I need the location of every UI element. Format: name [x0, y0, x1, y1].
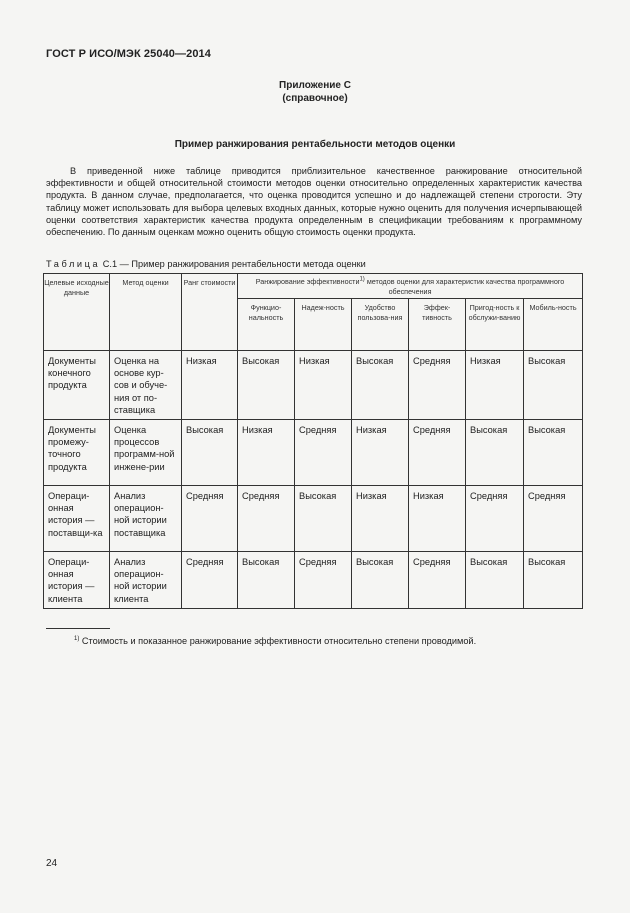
footnote-text: Стоимость и показанное ранжирование эффективности относительно степени проводимой. — [81, 636, 477, 646]
cell-rank: Средняя — [524, 486, 583, 552]
document-header: ГОСТ Р ИСО/МЭК 25040—2014 — [46, 48, 211, 60]
footnote-divider — [46, 628, 110, 629]
cell-input: Документы промежу-точного продукта — [44, 420, 110, 486]
cell-rank: Низкая — [409, 486, 466, 552]
table-row — [44, 486, 583, 552]
cell-rank: Средняя — [409, 552, 466, 609]
cell-input: Операци-онная история — поставщи-ка — [44, 486, 110, 552]
cell-rank: Средняя — [409, 420, 466, 486]
header-char: Надеж-ность — [295, 299, 352, 351]
cell-rank: Низкая — [352, 486, 409, 552]
cell-rank: Средняя — [295, 552, 352, 609]
cell-rank: Высокая — [352, 552, 409, 609]
cell-input: Операци-онная история — клиента — [44, 552, 110, 609]
table-row — [44, 351, 583, 420]
intro-paragraph: В приведенной ниже таблице приводится приблизительное качественное ранжирование относительной эффективности и общей относительной стоимости методов оценки относительно определенных характеристик качества продукта. В данном случае, предполагается, что оценка проводится успешно и до надлежащей степени строгости. Эту таблицу может использовать для выбора целевых входных данных, которые нужно оценить для получения исчерпывающей оценки соответствия характеристик качества продукта определенным в спецификации требованиям к программному обеспечению. По данным оценкам можно оценить общую стоимость оценки продукта. — [46, 166, 582, 238]
cell-rank: Высокая — [524, 552, 583, 609]
header-char: Эффек-тивность — [409, 299, 466, 351]
footnote-ref: 1) — [359, 276, 365, 283]
cell-rank: Высокая — [295, 486, 352, 552]
page-number: 24 — [46, 858, 58, 869]
header-group-text: Ранжирование эффективности — [255, 277, 360, 286]
appendix-heading — [0, 79, 630, 105]
cell-rank: Высокая — [524, 351, 583, 420]
cell-method: Оценка на основе кур-сов и обуче-ния от по-ставщика — [110, 351, 182, 420]
cell-rank: Высокая — [238, 552, 295, 609]
cell-rank: Средняя — [238, 486, 295, 552]
caption-prefix: Таблица — [46, 259, 101, 269]
header-effectiveness-group — [238, 274, 583, 299]
cell-rank: Низкая — [466, 351, 524, 420]
section-title: Пример ранжирования рентабельности методов оценки — [174, 139, 456, 150]
cell-rank: Высокая — [352, 351, 409, 420]
cell-cost: Средняя — [182, 552, 238, 609]
cell-rank: Низкая — [352, 420, 409, 486]
caption-number: С.1 — [102, 259, 118, 269]
cell-cost: Высокая — [182, 420, 238, 486]
footnote — [74, 636, 476, 646]
cell-rank: Средняя — [466, 486, 524, 552]
header-char: Удобство пользова-ния — [352, 299, 409, 351]
header-cost: Ранг стоимости — [182, 274, 238, 351]
header-method: Метод оценки — [110, 274, 182, 351]
cell-method: Оценка процессов программ-ной инжене-рии — [110, 420, 182, 486]
table-row — [44, 420, 583, 486]
cell-method: Анализ операцион-ной истории поставщика — [110, 486, 182, 552]
header-char: Функцио-нальность — [238, 299, 295, 351]
header-inputs: Целевые исходные данные — [44, 274, 110, 351]
table-header-row — [44, 274, 583, 299]
cell-input: Документы конечного продукта — [44, 351, 110, 420]
cell-rank: Низкая — [295, 351, 352, 420]
table-row — [44, 552, 583, 609]
header-char: Пригод-ность к обслужи-ванию — [466, 299, 524, 351]
cell-rank: Высокая — [238, 351, 295, 420]
cell-rank: Высокая — [466, 552, 524, 609]
cell-cost: Низкая — [182, 351, 238, 420]
cell-rank: Средняя — [409, 351, 466, 420]
table-caption — [46, 259, 366, 269]
footnote-mark: 1) — [74, 635, 80, 642]
cell-cost: Средняя — [182, 486, 238, 552]
header-char: Мобиль-ность — [524, 299, 583, 351]
cell-method: Анализ операцион-ной истории клиента — [110, 552, 182, 609]
cell-rank: Низкая — [238, 420, 295, 486]
ranking-table — [43, 273, 583, 609]
appendix-title: Приложение С — [279, 80, 351, 91]
header-group-tail: методов оценки для характеристик качества программного обеспечения — [366, 277, 565, 296]
cell-rank: Высокая — [524, 420, 583, 486]
cell-rank: Средняя — [295, 420, 352, 486]
cell-rank: Высокая — [466, 420, 524, 486]
caption-text: — Пример ранжирования рентабельности метода оценки — [119, 259, 366, 269]
appendix-subtitle: (справочное) — [282, 93, 348, 104]
